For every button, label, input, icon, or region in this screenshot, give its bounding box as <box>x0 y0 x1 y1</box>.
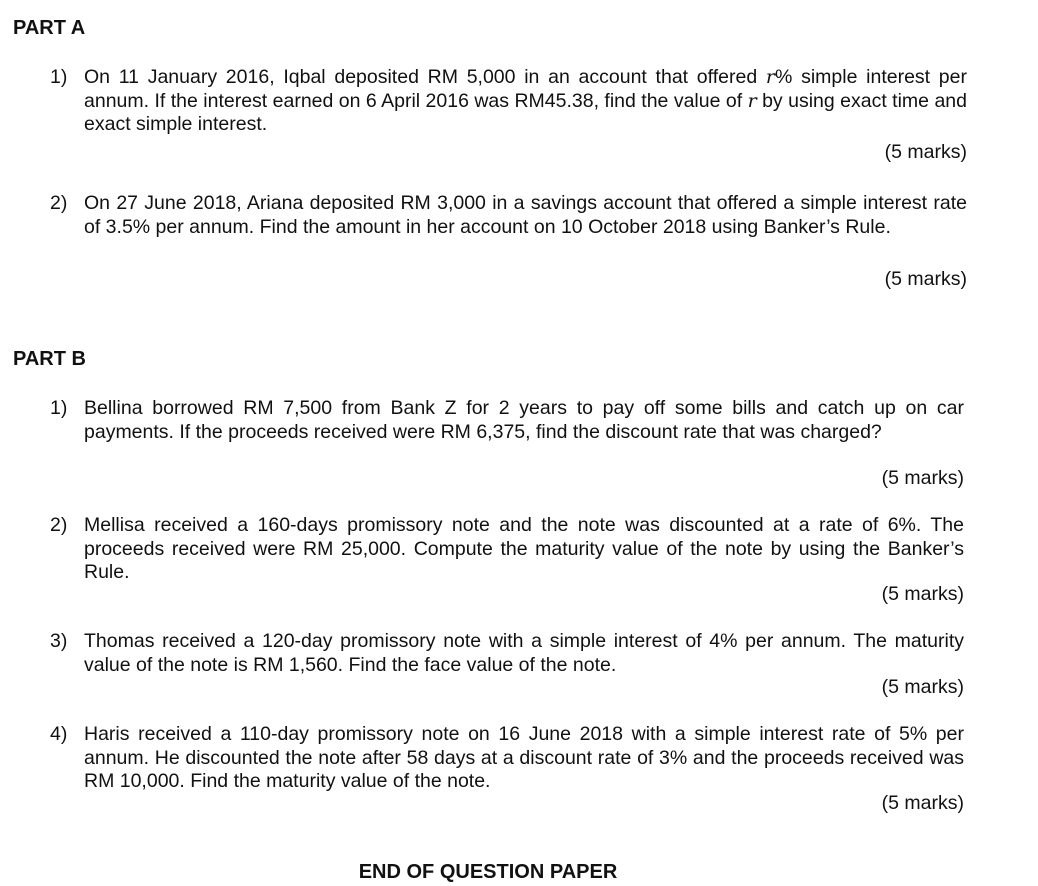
question-text: Haris received a 110-day promissory note on 16 June 2018 with a simple interest rate of 5% per annum. He discounted the note after 58 days at a discount rate of 3% and the proceeds received was RM 10,000. Find the maturity value of the note. <box>84 723 964 792</box>
question-number: 2) <box>50 192 68 214</box>
marks-label: (5 marks) <box>881 467 964 489</box>
question-number: 3) <box>50 630 68 652</box>
question-number: 1) <box>50 397 68 419</box>
question-text: Bellina borrowed RM 7,500 from Bank Z for 2 years to pay off some bills and catch up on car payments. If the proceeds received were RM 6,375, find the discount rate that was charged? <box>84 397 964 443</box>
variable-r: r <box>765 66 775 88</box>
part-b-heading: PART B <box>13 348 86 370</box>
marks-label: (5 marks) <box>884 141 967 163</box>
question-number: 1) <box>50 66 68 88</box>
marks-label: (5 marks) <box>881 792 964 814</box>
end-of-paper-label: END OF QUESTION PAPER <box>358 861 618 883</box>
marks-label: (5 marks) <box>881 676 964 698</box>
question-text: Mellisa received a 160-days promissory note and the note was discounted at a rate of 6%. The proceeds received were RM 25,000. Compute the maturity value of the note by using the Banker’s Rule. <box>84 514 964 583</box>
question-text: On 27 June 2018, Ariana deposited RM 3,000 in a savings account that offered a simple interest rate of 3.5% per annum. Find the amount in her account on 10 October 2018 using Banker’s Rule. <box>84 192 967 238</box>
marks-label: (5 marks) <box>881 583 964 605</box>
question-text: Thomas received a 120-day promissory note with a simple interest of 4% per annum. The maturity value of the note is RM 1,560. Find the face value of the note. <box>84 630 964 676</box>
question-number: 4) <box>50 723 68 745</box>
question-number: 2) <box>50 514 68 536</box>
part-a-heading: PART A <box>13 17 86 39</box>
variable-r: r <box>747 89 757 112</box>
question-text: On 11 January 2016, Iqbal deposited RM 5,000 in an account that offered r% simple interest per annum. If the interest earned on 6 April 2016 was RM45.38, find the value of r by using exact time and exact simple interest. <box>84 66 967 135</box>
marks-label: (5 marks) <box>884 268 967 290</box>
